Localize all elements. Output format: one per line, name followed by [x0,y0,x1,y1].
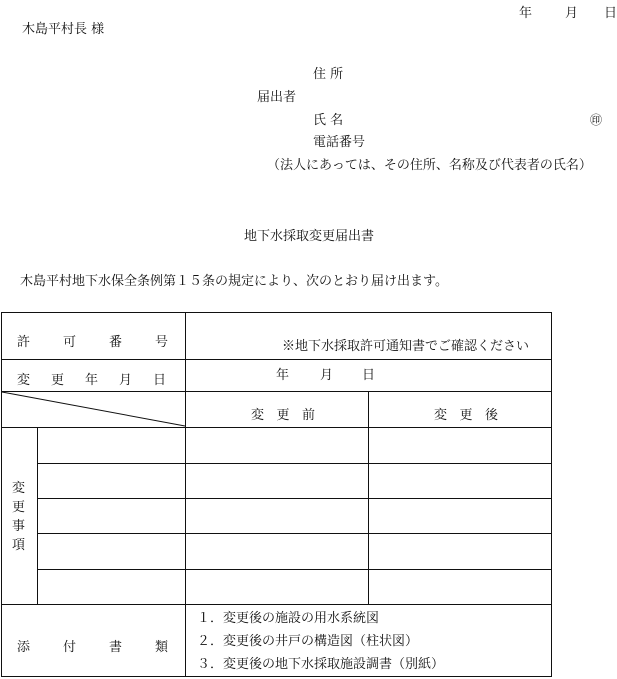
seal-mark: ㊞ [590,113,603,127]
address-label: 住 所 [313,67,344,82]
at-char: 付 [62,640,76,655]
change-date-month: 月 [320,368,334,383]
cd-char: 更 [50,373,64,388]
date-month: 月 [565,6,579,21]
ci-char: 項 [12,537,26,553]
permit-number-label [17,331,168,350]
attachment-item-3: ３．変更後の地下水採取施設調書（別紙） [197,657,445,672]
pn-char: 号 [154,335,168,350]
bf-char: 変 [251,408,265,423]
date-year: 年 [519,6,533,21]
attachment-item-2: ２．変更後の井戸の構造図（柱状図） [197,634,419,649]
date-day: 日 [604,6,617,21]
diagonal-line [1,391,186,428]
cd-char: 変 [17,373,31,388]
ci-char: 更 [12,499,26,515]
ci-char: 事 [12,518,26,534]
attachment-item-1: １．変更後の施設の用水系統図 [197,611,380,626]
cd-char: 年 [84,373,98,388]
addressee: 木島平村長 様 [22,22,105,37]
at-char: 類 [154,640,168,655]
af-char: 後 [484,408,498,423]
name-label: 氏 名 [313,113,344,128]
pn-char: 可 [62,335,76,350]
bf-char: 更 [276,408,290,423]
before-label [251,404,315,423]
change-date-day: 日 [362,368,376,383]
cd-char: 日 [152,373,166,388]
pn-char: 許 [17,335,31,350]
permit-note: ※地下水採取許可通知書でご確認ください [282,339,530,354]
after-label [434,404,498,423]
af-char: 変 [434,408,448,423]
change-date-label [17,369,166,388]
phone-label: 電話番号 [313,135,366,150]
change-date-year: 年 [276,368,290,383]
notifier-label: 届出者 [257,90,297,105]
intro-text: 木島平村地下水保全条例第１５条の規定により、次のとおり届け出ます。 [20,274,448,289]
bf-char: 前 [301,408,315,423]
cd-char: 月 [118,373,132,388]
at-char: 書 [108,640,122,655]
af-char: 更 [459,408,473,423]
pn-char: 番 [108,335,122,350]
change-items-label [12,480,25,555]
corporate-note: （法人にあっては、その住所、名称及び代表者の氏名） [267,158,592,173]
at-char: 添 [17,640,31,655]
attachments-label [17,636,168,655]
document-title: 地下水採取変更届出書 [244,229,375,244]
ci-char: 変 [12,481,26,496]
notification-table [1,312,552,677]
